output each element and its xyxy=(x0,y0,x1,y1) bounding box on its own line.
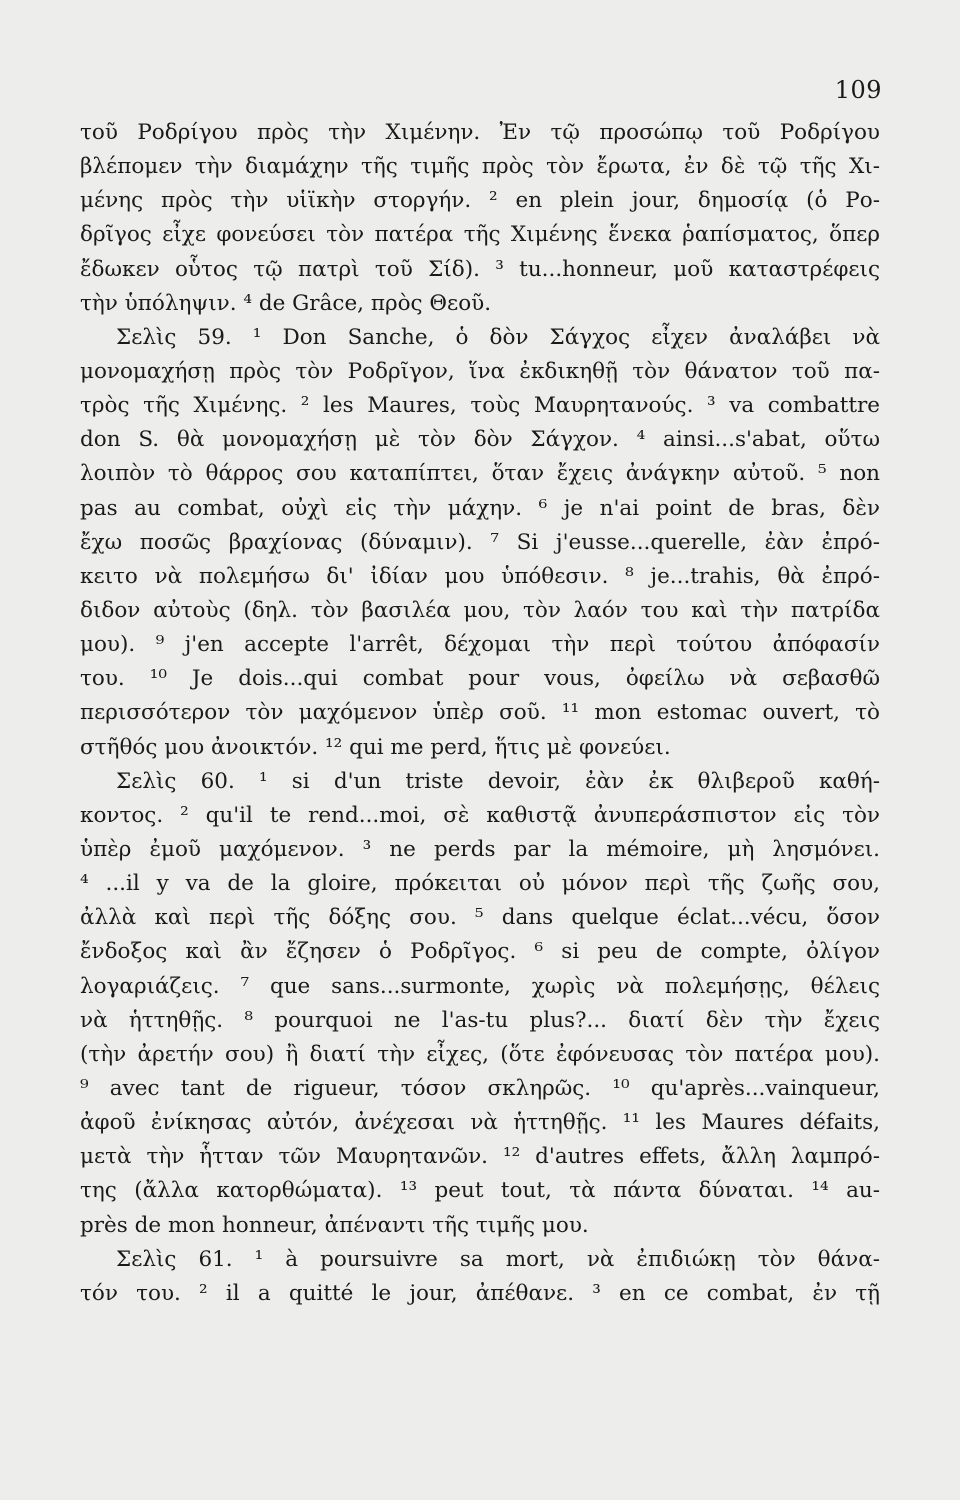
text-line: λογαριάζεις. ⁷ que sans...surmonte, χωρὶς νὰ πολεμήσῃς, θέλεις xyxy=(80,973,880,999)
text-line: ὑπὲρ ἐμοῦ μαχόμενον. ³ ne perds par la mémoire, μὴ λησμόνει. xyxy=(80,836,880,862)
text-line: κοντος. ² qu'il te rend...moi, σὲ καθιστᾷ ἀνυπεράσπιστον εἰς τὸν xyxy=(80,802,880,828)
page-number: 109 xyxy=(834,76,882,104)
text-line: Σελὶς 60. ¹ si d'un triste devoir, ἐὰν ἐκ θλιβεροῦ καθή- xyxy=(116,768,880,794)
text-line: μονομαχήσῃ πρὸς τὸν Ροδρῖγον, ἵνα ἐκδικηθῇ τὸν θάνατον τοῦ πα- xyxy=(80,358,880,384)
text-line: ⁴ ...il y va de la gloire, πρόκειται οὐ μόνον περὶ τῆς ζωῆς σου, xyxy=(80,871,880,897)
text-line: βλέπομεν τὴν διαμάχην τῆς τιμῆς πρὸς τὸν ἔρωτα, ἐν δὲ τῷ τῆς Χι- xyxy=(80,154,880,180)
text-line: τρὸς τῆς Χιμένης. ² les Maures, τοὺς Μαυρητανούς. ³ va combattre xyxy=(80,393,880,419)
text-line: ⁹ avec tant de rigueur, τόσον σκληρῶς. ¹⁰ qu'après...vainqueur, xyxy=(80,1075,880,1101)
text-line: don S. θὰ μονομαχήσῃ μὲ τὸν δὸν Σάγχον. ⁴ ainsi...s'abat, οὕτω xyxy=(80,427,880,453)
text-line: διδον αὐτοὺς (δηλ. τὸν βασιλέα μου, τὸν λαόν του καὶ τὴν πατρίδα xyxy=(80,597,880,623)
text-line: μου). ⁹ j'en accepte l'arrêt, δέχομαι τὴν περὶ τούτου ἀπόφασίν xyxy=(80,632,880,658)
text-line: ἔδωκεν οὗτος τῷ πατρὶ τοῦ Σίδ). ³ tu...honneur, μοῦ καταστρέφεις xyxy=(80,256,880,282)
text-line: της (ἄλλα κατορθώματα). ¹³ peut tout, τὰ πάντα δύναται. ¹⁴ au- xyxy=(80,1178,880,1204)
text-line: νὰ ἡττηθῇς. ⁸ pourquoi ne l'as-tu plus?... διατί δὲν τὴν ἔχεις xyxy=(80,1007,880,1033)
text-line: ἔνδοξος καὶ ἂν ἔζησεν ὁ Ροδρῖγος. ⁶ si peu de compte, ὀλίγον xyxy=(80,939,880,965)
text-line: περισσότερον τὸν μαχόμενον ὑπὲρ σοῦ. ¹¹ mon estomac ouvert, τὸ xyxy=(80,700,880,726)
body-text xyxy=(80,116,880,1311)
text-line: Σελὶς 59. ¹ Don Sanche, ὁ δὸν Σάγχος εἶχεν ἀναλάβει νὰ xyxy=(116,324,880,350)
text-line: près de mon honneur, ἀπέναντι τῆς τιμῆς μου. xyxy=(80,1212,589,1238)
text-line: μένης πρὸς τὴν υἱϊκὴν στοργήν. ² en plein jour, δημοσίᾳ (ὁ Ρο- xyxy=(80,188,880,214)
text-line: τοῦ Ροδρίγου πρὸς τὴν Χιμένην. Ἐν τῷ προσώπῳ τοῦ Ροδρίγου xyxy=(80,120,880,145)
text-line: τὴν ὑπόληψιν. ⁴ de Grâce, πρὸς Θεοῦ. xyxy=(80,290,492,316)
text-line: pas au combat, οὐχὶ εἰς τὴν μάχην. ⁶ je n'ai point de bras, δὲν xyxy=(80,495,880,521)
text-line: ἔχω ποσῶς βραχίονας (δύναμιν). ⁷ Si j'eusse...querelle, ἐὰν ἐπρό- xyxy=(80,529,880,555)
text-line: του. ¹⁰ Je dois...qui combat pour vous, ὀφείλω νὰ σεβασθῶ xyxy=(80,666,880,692)
text-line: στῆθός μου ἀνοικτόν. ¹² qui me perd, ἥτις μὲ φονεύει. xyxy=(80,734,671,760)
text-line: (τὴν ἀρετήν σου) ἢ διατί τὴν εἶχες, (ὅτε ἐφόνευσας τὸν πατέρα μου). xyxy=(80,1041,880,1067)
text-line: ἀλλὰ καὶ περὶ τῆς δόξης σου. ⁵ dans quelque éclat...vécu, ὅσον xyxy=(80,905,880,931)
text-line: λοιπὸν τὸ θάρρος σου καταπίπτει, ὅταν ἔχεις ἀνάγκην αὐτοῦ. ⁵ non xyxy=(80,461,880,487)
text-line: τόν του. ² il a quitté le jour, ἀπέθανε. ³ en ce combat, ἐν τῇ xyxy=(80,1280,880,1306)
text-line: δρῖγος εἶχε φονεύσει τὸν πατέρα τῆς Χιμένης ἕνεκα ῥαπίσματος, ὅπερ xyxy=(80,222,880,248)
text-line: Σελὶς 61. ¹ à poursuivre sa mort, νὰ ἐπιδιώκῃ τὸν θάνα- xyxy=(116,1246,880,1272)
text-line: μετὰ τὴν ἧτταν τῶν Μαυρητανῶν. ¹² d'autres effets, ἄλλη λαμπρό- xyxy=(80,1144,880,1170)
text-line: ἀφοῦ ἐνίκησας αὐτόν, ἀνέχεσαι νὰ ἡττηθῇς. ¹¹ les Maures défaits, xyxy=(80,1110,880,1136)
text-line: κειτο νὰ πολεμήσω δι' ἰδίαν μου ὑπόθεσιν. ⁸ je...trahis, θὰ ἐπρό- xyxy=(80,563,880,589)
